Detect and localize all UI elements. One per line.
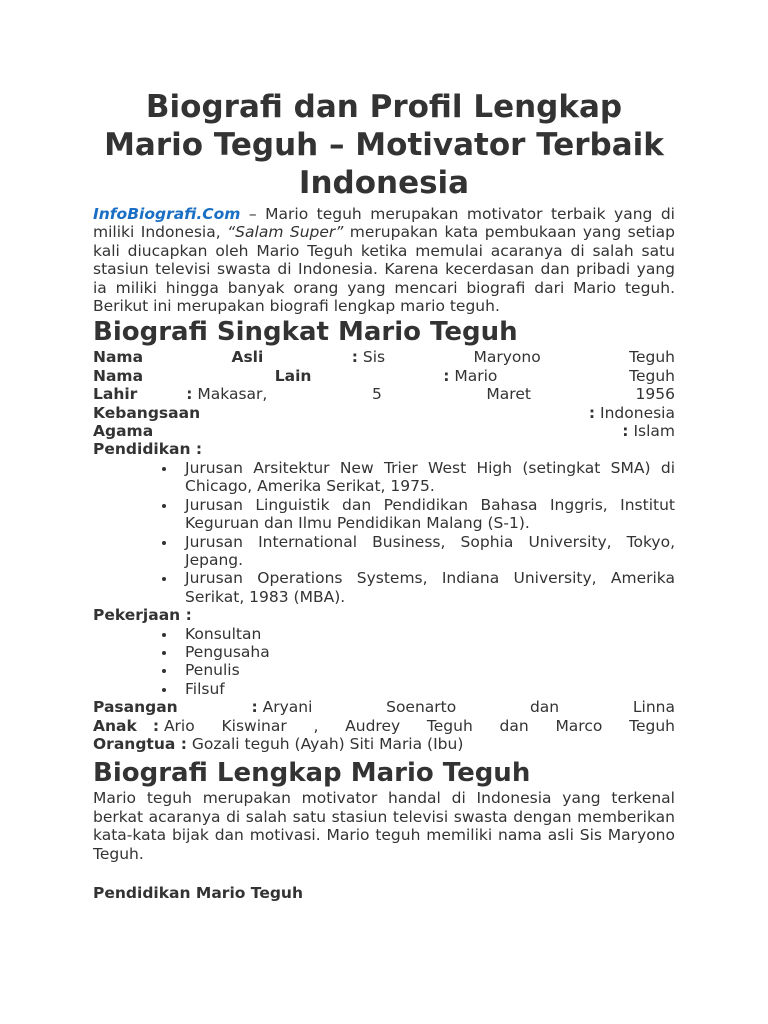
- field-value-word: Maret: [486, 385, 531, 404]
- field-value-word: Marco: [555, 716, 603, 735]
- field-nama-asli: [93, 348, 675, 366]
- field-colon: :: [351, 348, 358, 367]
- field-value-word: dan: [529, 698, 560, 717]
- field-value-word: Soenarto: [386, 698, 457, 717]
- field-value-word: Teguh: [426, 716, 473, 735]
- field-label-word: Pasangan: [93, 698, 178, 717]
- list-item: Jurusan Linguistik dan Pendidikan Bahasa Inggris, Institut Keguruan dan Ilmu Pendidikan Malang (S-1).: [185, 495, 675, 533]
- intro-paragraph: [93, 205, 675, 315]
- field-value-word: Teguh: [629, 348, 675, 367]
- field-value-word: Teguh: [629, 716, 675, 735]
- field-colon: :: [588, 403, 596, 422]
- field-value-word: Kiswinar: [221, 716, 287, 735]
- field-value: Gozali teguh (Ayah) Siti Maria (Ibu): [186, 734, 464, 753]
- field-anak: [93, 717, 675, 735]
- field-agama: [93, 422, 675, 440]
- field-value-word: Ario: [163, 716, 195, 735]
- pekerjaan-list: [93, 625, 675, 699]
- field-pasangan: [93, 698, 675, 716]
- brand-link[interactable]: InfoBiografi.Com: [93, 205, 241, 223]
- field-orangtua: [93, 735, 675, 753]
- intro-quote: “Salam Super”: [227, 223, 344, 242]
- section-heading-singkat: Biografi Singkat Mario Teguh: [93, 317, 518, 348]
- field-label-word: Asli: [231, 348, 264, 367]
- field-colon: :: [622, 422, 629, 441]
- field-value-word: ,: [313, 716, 319, 735]
- field-label-word: Anak: [93, 716, 137, 735]
- list-item: Konsultan: [185, 625, 675, 643]
- field-value-word: 1956: [635, 385, 675, 404]
- field-label: Orangtua :: [93, 734, 187, 753]
- list-item: Filsuf: [185, 680, 675, 698]
- field-value-group: [443, 367, 497, 385]
- field-value-group: [251, 698, 312, 716]
- field-value-group: [589, 404, 675, 422]
- field-colon: :: [152, 716, 160, 735]
- field-value-word: Linna: [632, 698, 675, 717]
- field-label: Kebangsaan: [93, 403, 201, 422]
- pendidikan-label: Pendidikan :: [93, 440, 203, 459]
- pendidikan-list: [93, 459, 675, 606]
- field-colon: :: [186, 385, 193, 404]
- field-label-word: Lain: [274, 366, 312, 385]
- field-label-word: Nama: [93, 366, 144, 385]
- field-kebangsaan: [93, 404, 675, 422]
- field-colon: :: [251, 698, 258, 717]
- field-value-word: Aryani: [262, 698, 313, 717]
- field-label-word: Lahir: [93, 385, 138, 404]
- field-value-word: 5: [371, 385, 382, 404]
- field-label: Agama: [93, 422, 154, 441]
- field-value-word: Maryono: [473, 348, 541, 367]
- pekerjaan-label: Pekerjaan :: [93, 606, 192, 625]
- lengkap-paragraph: Mario teguh merupakan motivator handal di Indonesia yang terkenal berkat acaranya di salah satu stasiun televisi swasta dengan memberikan kata-kata bijak dan motivasi. Mario teguh memiliki nama asli Sis Maryono Teguh.: [93, 789, 675, 863]
- intro-text-1: – Mario teguh merupakan motivator terbaik yang di miliki Indonesia,: [93, 205, 675, 242]
- list-item: Jurusan International Business, Sophia University, Tokyo, Jepang.: [185, 532, 675, 569]
- list-item: Pengusaha: [185, 643, 675, 661]
- field-value-word: Mario: [454, 366, 498, 385]
- list-item: Jurusan Arsitektur New Trier West High (setingkat SMA) di Chicago, Amerika Serikat, 1975.: [185, 458, 675, 496]
- section-heading-lengkap: Biografi Lengkap Mario Teguh: [93, 758, 531, 789]
- field-value-word: Makasar,: [197, 385, 268, 404]
- field-label-word: Nama: [93, 348, 144, 367]
- field-colon: :: [443, 366, 450, 385]
- field-lahir: [93, 385, 675, 403]
- intro-text-2: merupakan kata pembukaan yang setiap kali diucapkan oleh Mario Teguh ketika memulai acaranya di salah satu stasiun televisi swasta di Indonesia. Karena kecerdasan dan pribadi yang ia miliki hingga banyak orang yang mencari biografi dari Mario teguh. Berikut ini merupakan biografi lengkap mario teguh.: [93, 223, 675, 316]
- list-item: Jurusan Operations Systems, Indiana University, Amerika Serikat, 1983 (MBA).: [185, 569, 675, 606]
- field-value-group: [622, 422, 675, 440]
- field-value-word: Sis: [362, 348, 386, 367]
- field-label-group: [93, 385, 267, 403]
- pendidikan-subheading: Pendidikan Mario Teguh: [93, 884, 303, 902]
- list-item: Penulis: [185, 661, 675, 679]
- field-label-group: [93, 717, 195, 735]
- field-value-word: Audrey: [345, 716, 401, 735]
- page-title: Biografi dan Profil Lengkap Mario Teguh – Motivator Terbaik Indonesia: [104, 89, 664, 201]
- field-value: Islam: [633, 422, 675, 441]
- field-nama-lain: [93, 367, 675, 385]
- spacer: [93, 863, 675, 881]
- field-value-word: Teguh: [629, 366, 675, 385]
- field-value-word: dan: [499, 716, 529, 735]
- document-page: [93, 0, 675, 902]
- field-value: Indonesia: [600, 403, 675, 422]
- field-value-group: [352, 348, 385, 366]
